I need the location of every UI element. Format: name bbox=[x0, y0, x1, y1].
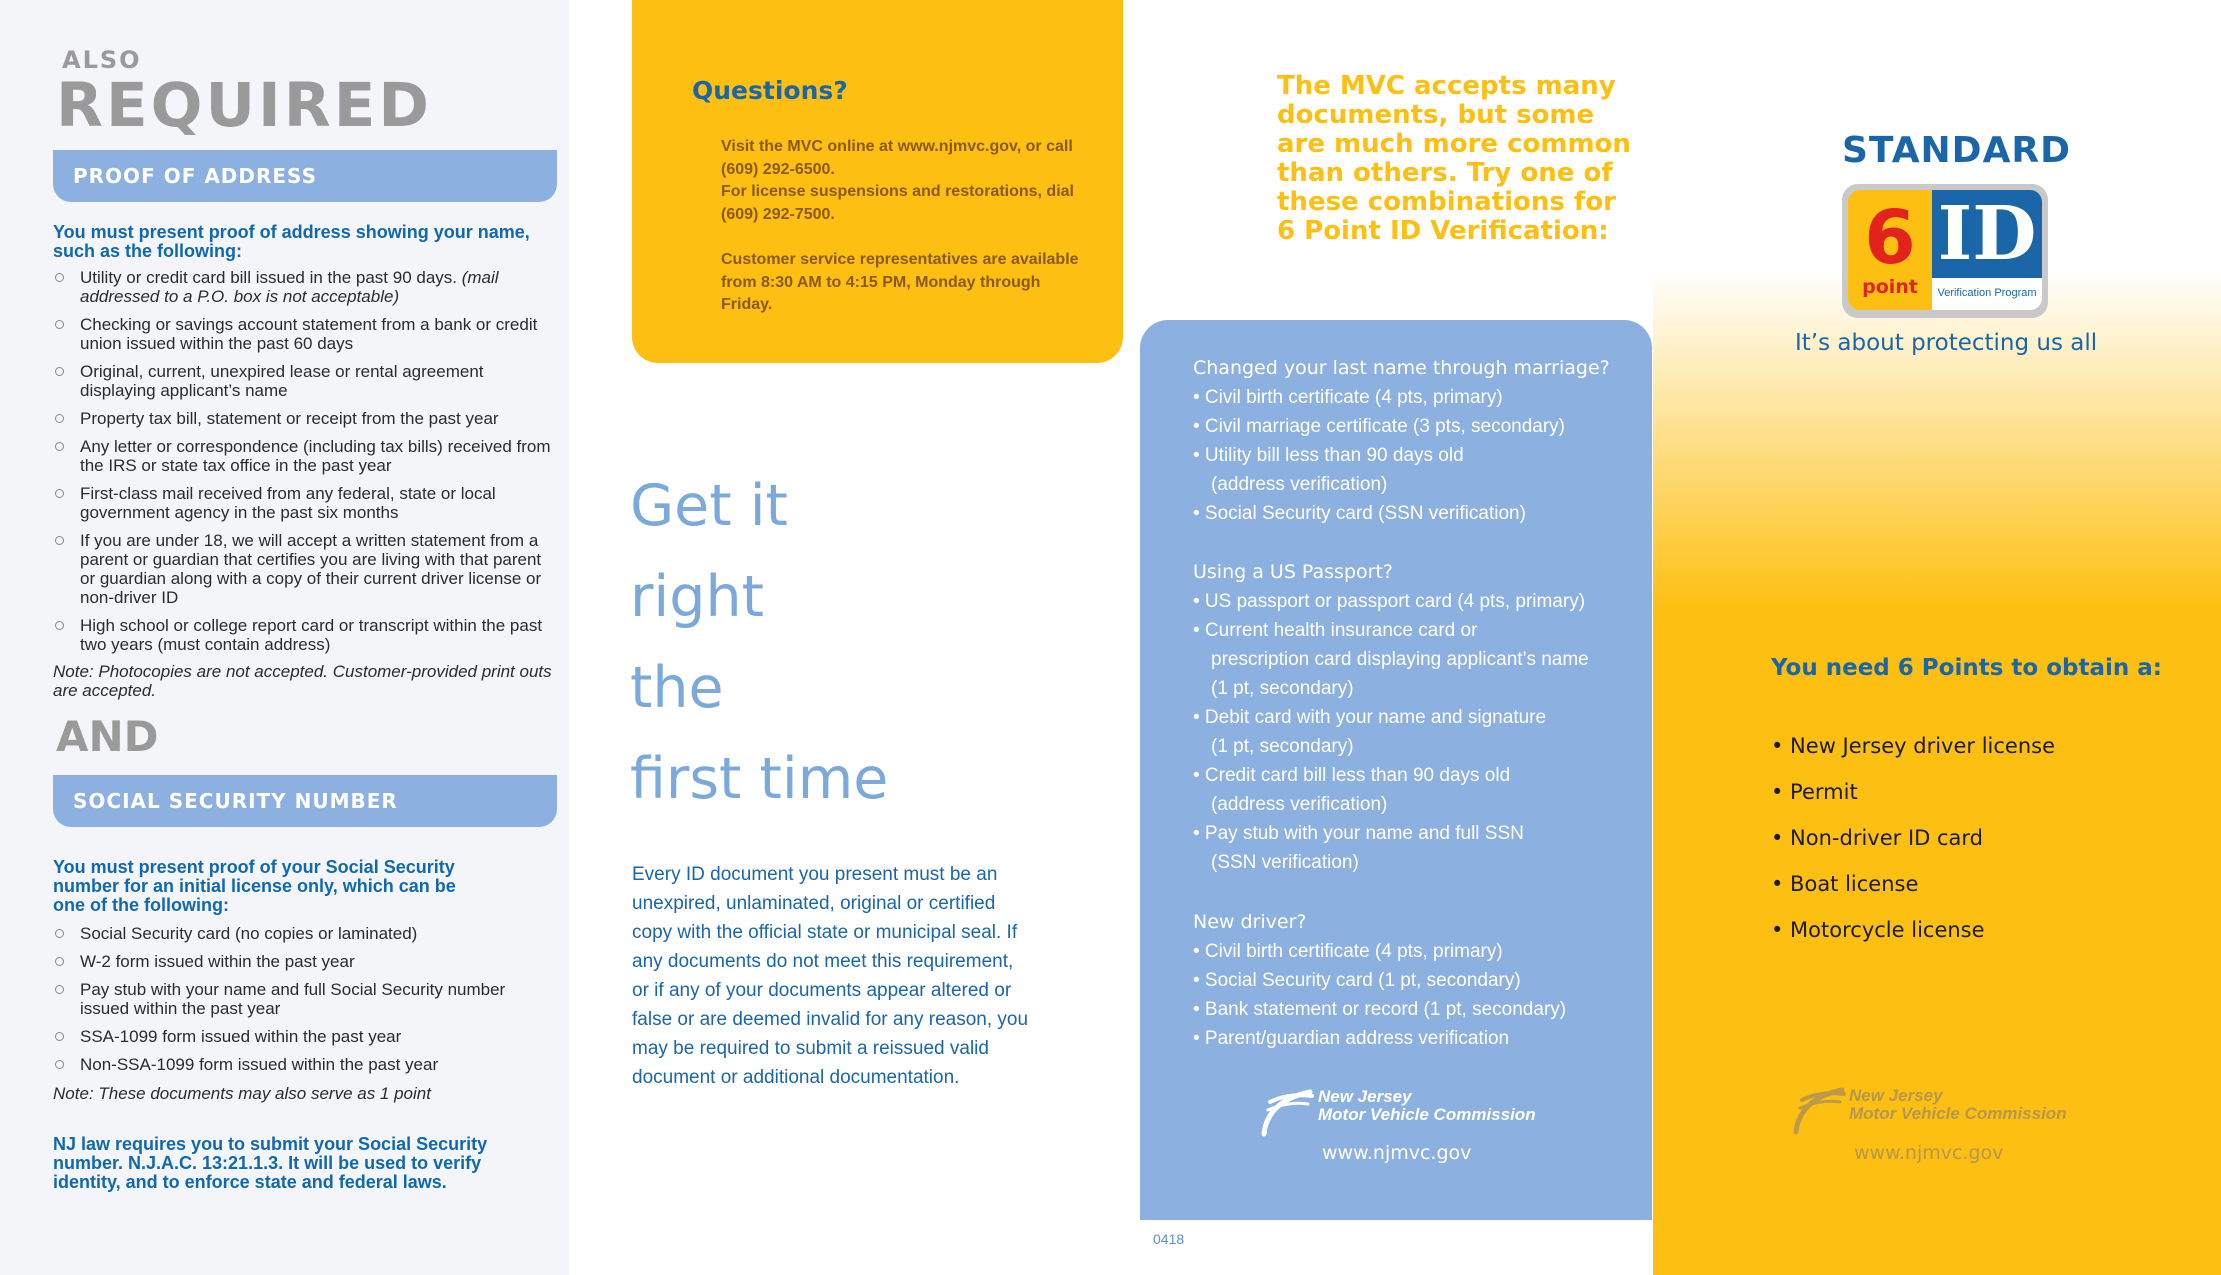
list-item: Pay stub with your name and full Social Security number issued within the past year bbox=[53, 980, 553, 1018]
list-item: High school or college report card or transcript within the past two years (must contain address) bbox=[53, 616, 553, 654]
license-type-item: • New Jersey driver license bbox=[1771, 734, 2056, 758]
list-item: SSA-1099 form issued within the past year bbox=[53, 1027, 553, 1046]
list-item: Checking or savings account statement from a bank or credit union issued within the past 60 days bbox=[53, 315, 553, 353]
combo-line: • US passport or passport card (4 pts, primary) bbox=[1193, 591, 1586, 612]
ssn-intro: You must present proof of your Social Security number for an initial license only, which can be one of the following: bbox=[53, 857, 456, 915]
badge-program: Verification Program bbox=[1937, 287, 2037, 299]
list-item: First-class mail received from any federal, state or local government agency in the past six months bbox=[53, 484, 553, 522]
and-heading: AND bbox=[56, 712, 159, 761]
ssn-header: SOCIAL SECURITY NUMBER bbox=[53, 775, 557, 827]
combo-line: prescription card displaying applicant’s name bbox=[1211, 649, 1589, 670]
headline-line: first time bbox=[630, 746, 889, 812]
headline-line: Get it bbox=[630, 473, 788, 539]
ssn-note: Note: These documents may also serve as 1 point bbox=[53, 1084, 431, 1103]
address-note: Note: Photocopies are not accepted. Customer-provided print outs are accepted. bbox=[53, 662, 552, 700]
list-item: Non-SSA-1099 form issued within the past year bbox=[53, 1055, 553, 1074]
mvc-intro-text: The MVC accepts many documents, but some are much more common than others. Try one of these combinations for 6 Point ID Verification: bbox=[1277, 71, 1631, 246]
list-item: Social Security card (no copies or laminated) bbox=[53, 924, 553, 943]
ssn-document-list bbox=[53, 924, 553, 1083]
address-intro: You must present proof of address showing your name, such as the following: bbox=[53, 222, 530, 261]
mvc-swoosh-icon bbox=[1258, 1086, 1314, 1138]
combo-line: • Bank statement or record (1 pt, secondary) bbox=[1193, 999, 1567, 1020]
combo-line: • Social Security card (SSN verification) bbox=[1193, 503, 1526, 524]
proof-of-address-header: PROOF OF ADDRESS bbox=[53, 150, 557, 202]
license-type-item: • Boat license bbox=[1771, 872, 1919, 896]
questions-title: Questions? bbox=[692, 76, 848, 105]
combo-line: (1 pt, secondary) bbox=[1211, 678, 1354, 699]
list-item: If you are under 18, we will accept a written statement from a parent or guardian that certifies you are living with that parent or guardian along with a copy of their current driver license or non-driver ID bbox=[53, 531, 553, 607]
section-title-marriage: Changed your last name through marriage? bbox=[1193, 357, 1610, 379]
combo-line: • Current health insurance card or bbox=[1193, 620, 1478, 641]
questions-hours-text: Customer service representatives are available from 8:30 AM to 4:15 PM, Monday through Friday. bbox=[721, 251, 1079, 313]
combo-line: (address verification) bbox=[1211, 794, 1388, 815]
address-document-list bbox=[53, 268, 553, 663]
document-requirements-text: Every ID document you present must be an unexpired, unlaminated, original or certified copy with the official state or municipal seal. If any documents do not meet this requirement, or if any of your documents appear altered or false or are deemed invalid for any reason, you may be required to submit a reissued valid document or additional documentation. bbox=[632, 864, 1029, 1088]
cover-gradient-background bbox=[1653, 270, 2221, 1275]
required-heading: REQUIRED bbox=[56, 70, 433, 141]
list-item: Utility or credit card bill issued in the past 90 days. (mail addressed to a P.O. box is not acceptable) bbox=[53, 268, 553, 306]
combo-line: • Debit card with your name and signature bbox=[1193, 707, 1547, 728]
mvc-logo-name: New Jersey Motor Vehicle Commission bbox=[1318, 1087, 1536, 1124]
list-item: W-2 form issued within the past year bbox=[53, 952, 553, 971]
form-code: 0418 bbox=[1153, 1231, 1185, 1247]
headline-line: right bbox=[630, 564, 764, 630]
mvc-url: www.njmvc.gov bbox=[1322, 1142, 1472, 1164]
headline-line: the bbox=[630, 655, 724, 721]
license-type-item: • Permit bbox=[1771, 780, 1858, 804]
combo-line: • Parent/guardian address verification bbox=[1193, 1028, 1510, 1049]
combo-line: • Pay stub with your name and full SSN bbox=[1193, 823, 1524, 844]
section-title-passport: Using a US Passport? bbox=[1193, 561, 1393, 583]
combo-line: • Civil birth certificate (4 pts, primary) bbox=[1193, 941, 1503, 962]
combo-line: • Civil birth certificate (4 pts, primary) bbox=[1193, 387, 1503, 408]
list-item: Property tax bill, statement or receipt from the past year bbox=[53, 409, 553, 428]
list-item: Original, current, unexpired lease or rental agreement displaying applicant’s name bbox=[53, 362, 553, 400]
points-needed-heading: You need 6 Points to obtain a: bbox=[1771, 655, 2162, 681]
also-label: ALSO bbox=[62, 46, 142, 74]
badge-number: 6 bbox=[1864, 195, 1916, 281]
license-type-item: • Motorcycle license bbox=[1771, 918, 1985, 942]
combo-line: (SSN verification) bbox=[1211, 852, 1359, 873]
badge-id: ID bbox=[1937, 191, 2037, 277]
list-item: Any letter or correspondence (including tax bills) received from the IRS or state tax office in the past year bbox=[53, 437, 553, 475]
tagline: It’s about protecting us all bbox=[1795, 330, 2098, 356]
section-title-new-driver: New driver? bbox=[1193, 911, 1307, 933]
questions-contact-text: Visit the MVC online at www.njmvc.gov, or call (609) 292-6500. For license suspensions and restorations, dial (609) 292-7500. bbox=[721, 138, 1074, 223]
combo-line: • Credit card bill less than 90 days old bbox=[1193, 765, 1511, 786]
mvc-swoosh-icon bbox=[1790, 1084, 1846, 1136]
combo-line: • Utility bill less than 90 days old bbox=[1193, 445, 1464, 466]
mvc-url: www.njmvc.gov bbox=[1854, 1142, 2004, 1164]
combo-line: • Civil marriage certificate (3 pts, secondary) bbox=[1193, 416, 1565, 437]
mvc-logo-name: New Jersey Motor Vehicle Commission bbox=[1849, 1086, 2067, 1123]
address-ssn-panel bbox=[0, 0, 569, 1275]
combo-line: • Social Security card (1 pt, secondary) bbox=[1193, 970, 1521, 991]
six-point-id-badge bbox=[1842, 184, 2048, 318]
combo-line: (1 pt, secondary) bbox=[1211, 736, 1354, 757]
badge-point: point bbox=[1862, 276, 1918, 298]
standard-heading: STANDARD bbox=[1842, 130, 2072, 171]
nj-law-notice: NJ law requires you to submit your Social Security number. N.J.A.C. 13:21.1.3. It will be used to verify identity, and to enforce state and federal laws. bbox=[53, 1134, 488, 1192]
license-type-item: • Non-driver ID card bbox=[1771, 826, 1984, 850]
combo-line: (address verification) bbox=[1211, 474, 1388, 495]
